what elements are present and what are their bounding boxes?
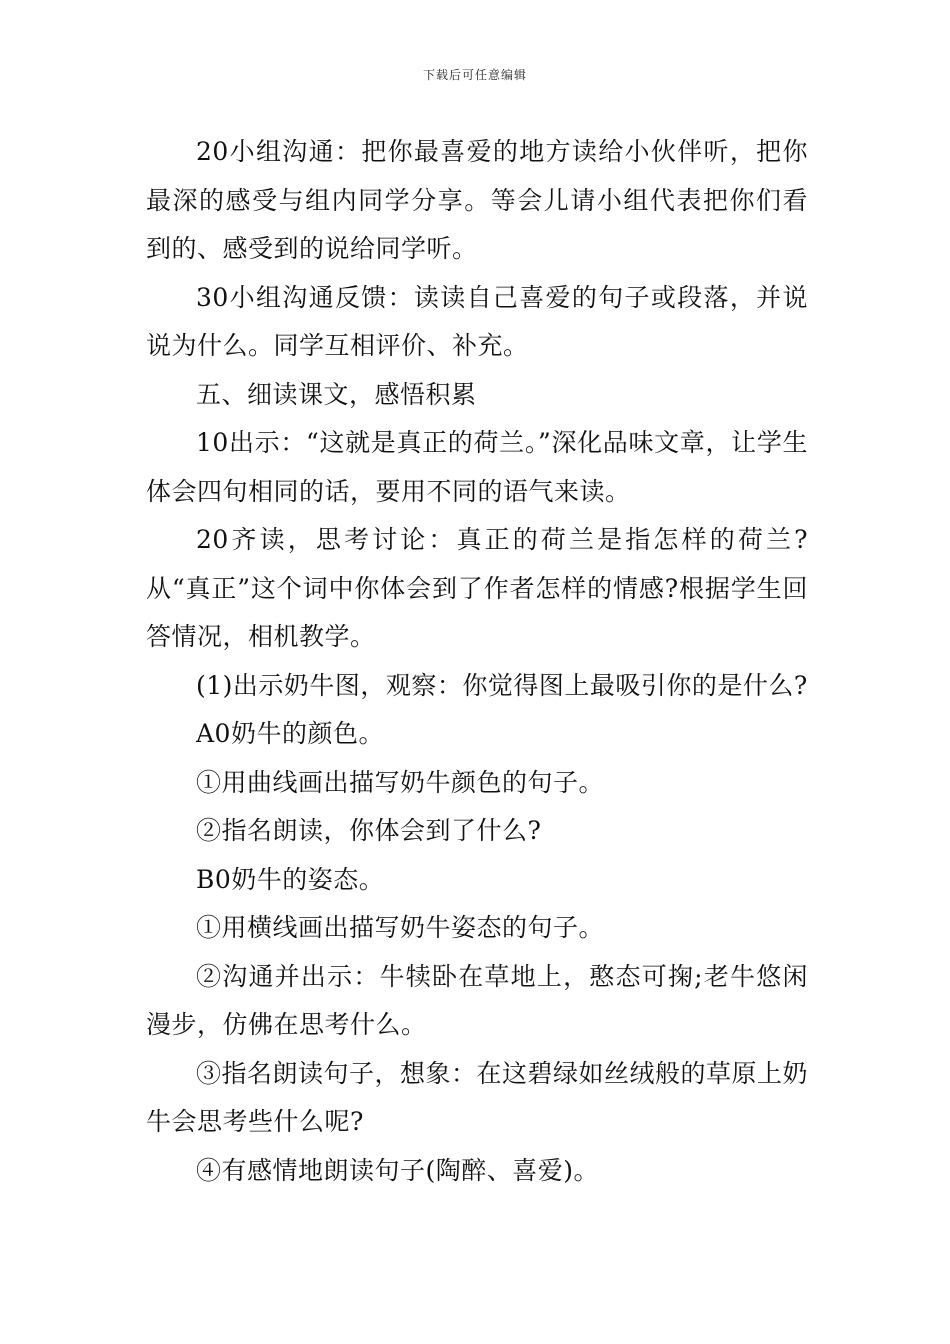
paragraph-cow-picture: (1)出示奶牛图，观察：你觉得图上最吸引你的是什么? (196, 670, 808, 700)
paragraph-discussion: 20齐读，思考讨论：真正的荷兰是指怎样的荷兰?从“真正”这个词中你体会到了作者怎样的情感?根据学生回答情况，相机教学。 (146, 525, 808, 651)
paragraph-cow-color: A0奶牛的颜色。 (196, 719, 384, 748)
paragraph-group-feedback: 30小组沟通反馈：读读自己喜爱的句子或段落，并说说为什么。同学互相评价、补充。 (146, 282, 808, 360)
header-note: 下载后可任意编辑 (422, 68, 527, 82)
paragraph-group-sharing: 20小组沟通：把你最喜爱的地方读给小伙伴听，把你最深的感受与组内同学分享。等会儿请小组代表把你们看到的、感受到的说给同学听。 (146, 137, 808, 263)
list-item-posture-4: ④有感情地朗读句子(陶醉、喜爱)。 (196, 1155, 600, 1185)
paragraph-cow-posture: B0奶牛的姿态。 (196, 864, 385, 894)
list-item-color-2: ②指名朗读，你体会到了什么? (196, 816, 542, 845)
list-item-posture-2: ②沟通并出示：牛犊卧在草地上，憨态可掬;老牛悠闲漫步，仿佛在思考什么。 (146, 961, 808, 1039)
list-item-color-1: ①用曲线画出描写奶牛颜色的句子。 (196, 767, 605, 797)
section-heading-close-reading: 五、细读课文，感悟积累 (196, 379, 477, 409)
paragraph-show-sentence: 10出示：“这就是真正的荷兰。”深化品味文章，让学生体会四句相同的话，要用不同的语气来读。 (146, 428, 808, 506)
list-item-posture-1: ①用横线画出描写奶牛姿态的句子。 (196, 913, 605, 942)
list-item-posture-3: ③指名朗读句子，想象：在这碧绿如丝绒般的草原上奶牛会思考些什么呢? (146, 1058, 809, 1136)
document-body (146, 128, 808, 1195)
